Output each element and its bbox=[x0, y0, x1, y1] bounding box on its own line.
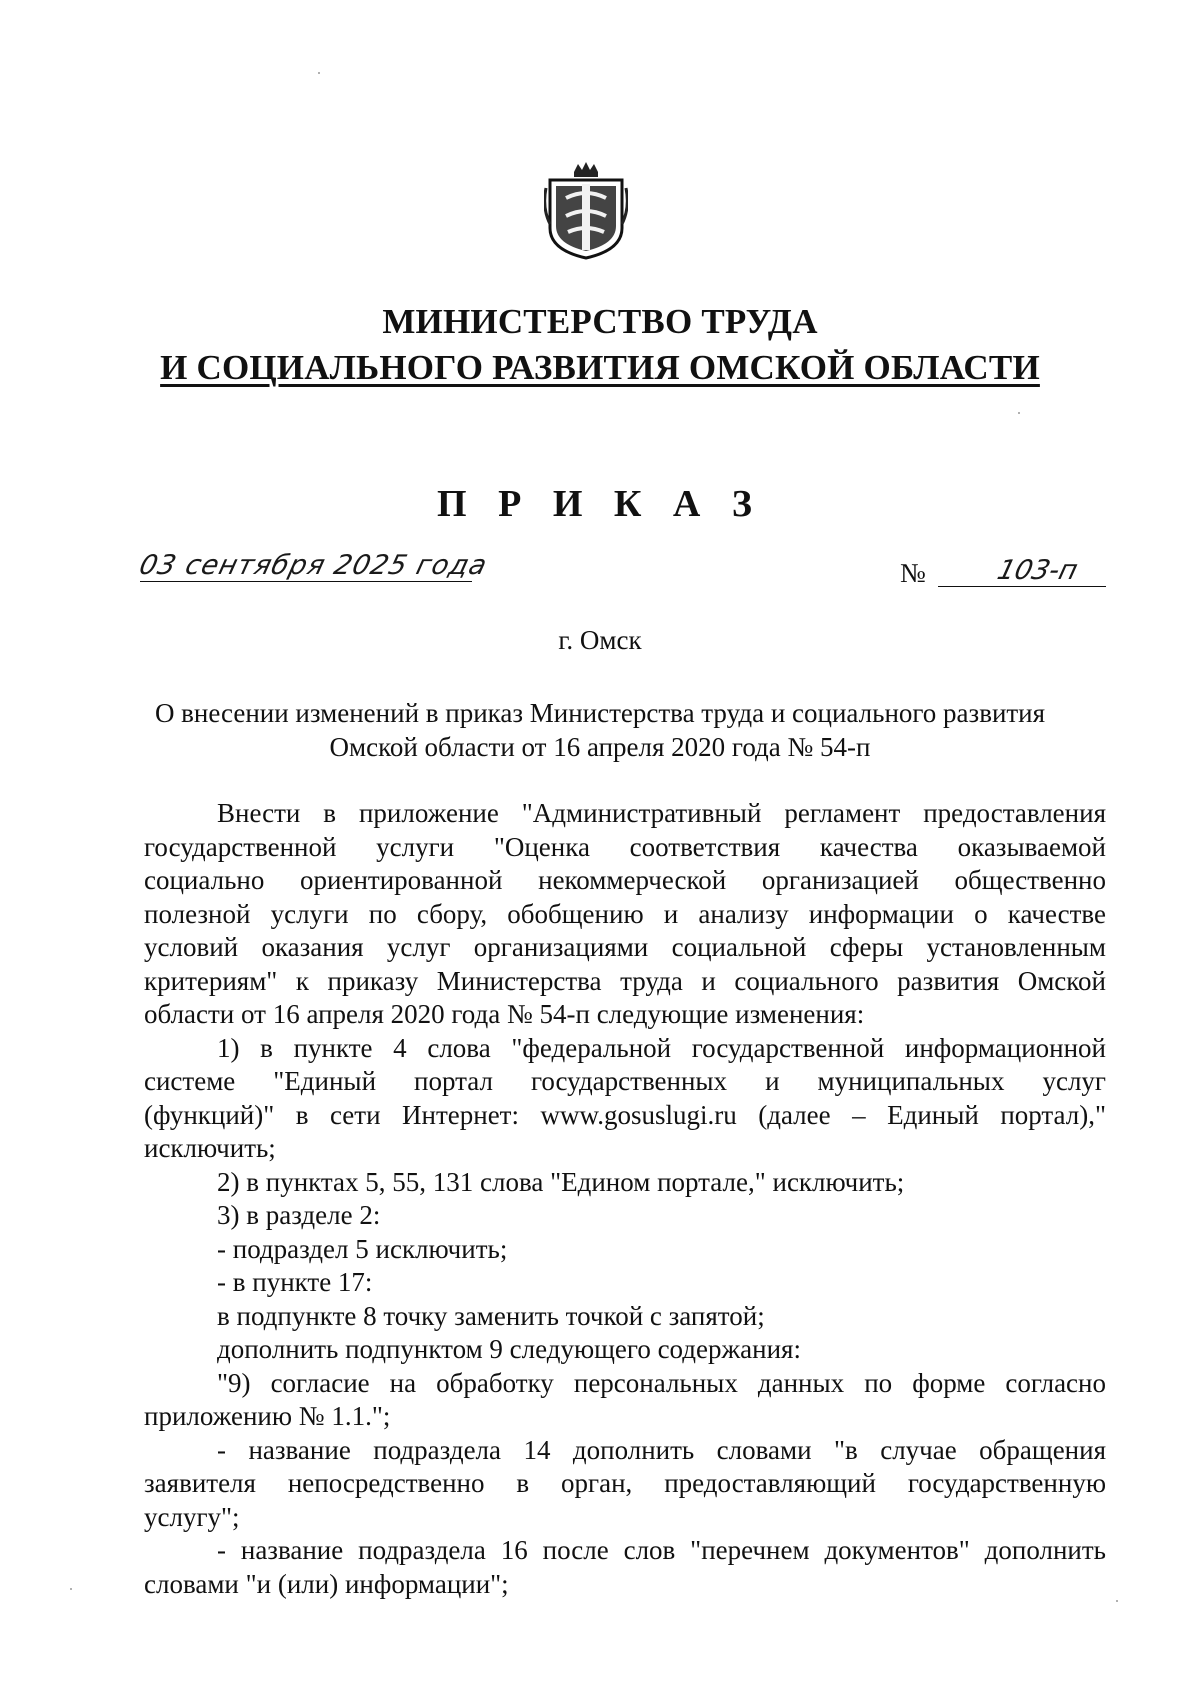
body-line: 1) в пункте 4 слова "федеральной государственной информационной bbox=[217, 1032, 1106, 1063]
body-line: "9) согласие на обработку персональных данных по форме согласно bbox=[217, 1367, 1106, 1398]
body-line: приложению № 1.1."; bbox=[144, 1401, 391, 1431]
body-line: в подпункте 8 точку заменить точкой с запятой; bbox=[217, 1300, 765, 1331]
body-line: 2) в пунктах 5, 55, 131 слова "Едином портале," исключить; bbox=[217, 1166, 905, 1197]
body-line: заявителя непосредственно в орган, предоставляющий государственную bbox=[144, 1468, 1106, 1498]
handwritten-number: 103-п bbox=[994, 555, 1081, 586]
body-line: социально ориентированной некоммерческой организацией общественно bbox=[144, 865, 1106, 895]
ministry-name-line1: МИНИСТЕРСТВО ТРУДА bbox=[382, 302, 818, 341]
scan-speck bbox=[70, 1588, 72, 1590]
date-underline bbox=[140, 581, 472, 582]
order-body bbox=[144, 797, 1106, 1601]
scan-speck bbox=[318, 72, 320, 74]
body-line: - название подраздела 16 после слов "перечнем документов" дополнить bbox=[217, 1535, 1106, 1565]
body-line: (функций)" в сети Интернет: www.gosuslugi.ru (далее – Единый портал)," bbox=[144, 1099, 1106, 1130]
ministry-name-line2 bbox=[0, 348, 1200, 388]
body-line: полезной услуги по сбору, обобщению и анализу информации о качестве bbox=[144, 898, 1106, 929]
body-line: Внести в приложение "Административный регламент предоставления bbox=[217, 798, 1106, 828]
body-line: 3) в разделе 2: bbox=[217, 1200, 381, 1230]
number-label: № bbox=[900, 558, 926, 588]
body-line: исключить; bbox=[144, 1133, 276, 1163]
document-type-heading: П Р И К А З bbox=[437, 483, 763, 525]
body-line: услугу"; bbox=[144, 1501, 240, 1532]
body-line: критериям" к приказу Министерства труда и социального развития Омской bbox=[144, 965, 1106, 996]
scan-speck bbox=[1116, 1600, 1118, 1602]
body-line: системе "Единый портал государственных и муниципальных услуг bbox=[144, 1066, 1106, 1096]
body-line: - название подраздела 14 дополнить словами "в случае обращения bbox=[217, 1434, 1106, 1465]
number-underline bbox=[938, 586, 1106, 587]
body-line: словами "и (или) информации"; bbox=[144, 1568, 509, 1599]
ministry-name-line2-text: И СОЦИАЛЬНОГО РАЗВИТИЯ ОМСКОЙ ОБЛАСТИ bbox=[160, 348, 1040, 387]
body-line: условий оказания услуг организациями социальной сферы установленным bbox=[144, 932, 1106, 962]
body-line: - в пункте 17: bbox=[217, 1267, 373, 1297]
body-line: области от 16 апреля 2020 года № 54-п следующие изменения: bbox=[144, 999, 865, 1029]
coat-of-arms-emblem bbox=[544, 158, 628, 260]
city-label: г. Омск bbox=[558, 625, 642, 655]
body-line: дополнить подпунктом 9 следующего содержания: bbox=[217, 1334, 801, 1364]
order-title-line1: О внесении изменений в приказ Министерства труда и социального развития bbox=[154, 698, 1046, 728]
order-title-line2: Омской области от 16 апреля 2020 года № 54-п bbox=[329, 732, 871, 762]
handwritten-date: 03 сентября 2025 года bbox=[136, 550, 491, 581]
body-line: - подраздел 5 исключить; bbox=[217, 1233, 508, 1264]
scan-speck bbox=[1018, 412, 1020, 414]
body-line: государственной услуги "Оценка соответствия качества оказываемой bbox=[144, 831, 1106, 862]
